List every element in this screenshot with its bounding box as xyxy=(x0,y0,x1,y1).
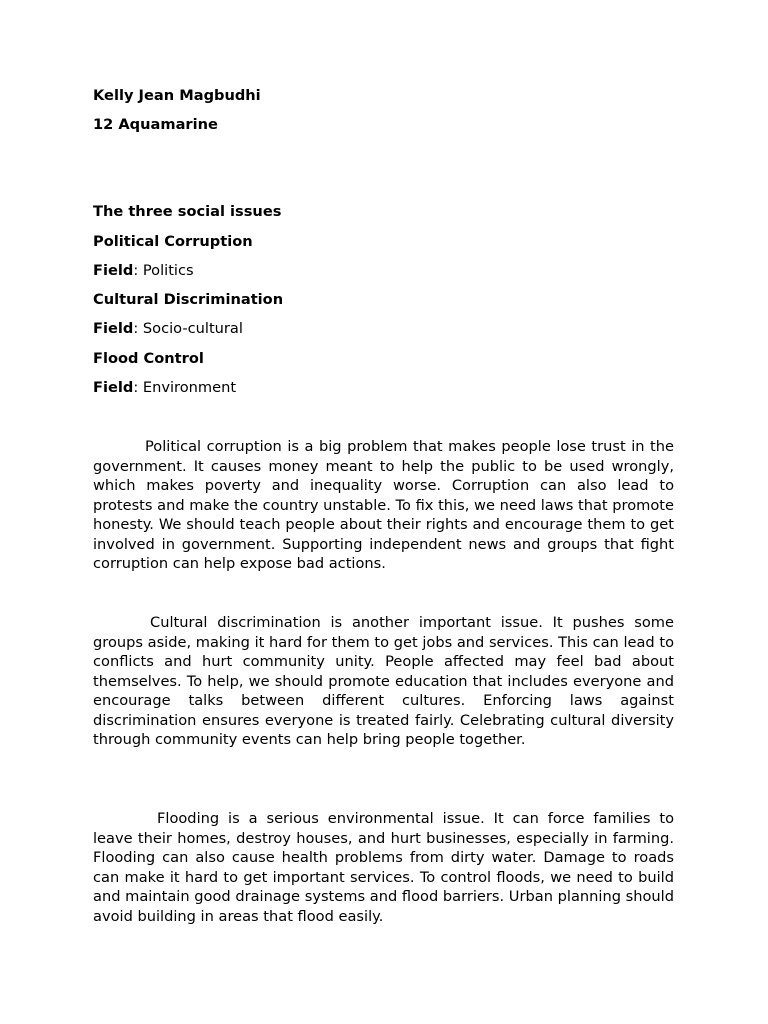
field-value: : Environment xyxy=(133,379,237,396)
class-section: 12 Aquamarine xyxy=(93,116,218,133)
paragraph-cultural-discrimination: Cultural discrimination is another important issue. It pushes some groups aside, making it hard for them to get jobs and services. This can lead to conflicts and hurt community unity. People affected may feel bad about themselves. To help, we should promote education that includes everyone and encourage talks between different cultures. Enforcing laws against discrimination ensures everyone is treated fairly. Celebrating cultural diversity through community events can help bring people together. xyxy=(93,614,674,748)
issue-field-3 xyxy=(93,379,236,397)
issue-field-2 xyxy=(93,320,243,338)
paragraph-flooding: Flooding is a serious environmental issue. It can force families to leave their homes, destroy houses, and hurt businesses, especially in farming. Flooding can also cause health problems from dirty water. Damage to roads can make it hard to get important services. To control floods, we need to build and maintain good drainage systems and flood barriers. Urban planning should avoid building in areas that flood easily. xyxy=(93,810,674,925)
document-page xyxy=(93,0,674,1024)
field-label: Field xyxy=(93,320,134,337)
issues-heading: The three social issues xyxy=(93,203,282,220)
field-value: : Socio-cultural xyxy=(133,320,243,337)
field-value: : Politics xyxy=(133,262,194,279)
issue-title-3: Flood Control xyxy=(93,350,204,367)
author-name: Kelly Jean Magbudhi xyxy=(93,87,261,104)
field-label: Field xyxy=(93,262,134,279)
field-label: Field xyxy=(93,379,134,396)
paragraph-political-corruption: Political corruption is a big problem that makes people lose trust in the government. It causes money meant to help the public to be used wrongly, which makes poverty and inequality worse. Corruption can also lead to protests and make the country unstable. To fix this, we need laws that promote honesty. We should teach people about their rights and encourage them to get involved in government. Supporting independent news and groups that fight corruption can help expose bad actions. xyxy=(93,438,674,572)
issue-field-1 xyxy=(93,262,194,280)
issue-title-1: Political Corruption xyxy=(93,233,253,250)
issue-title-2: Cultural Discrimination xyxy=(93,291,284,308)
